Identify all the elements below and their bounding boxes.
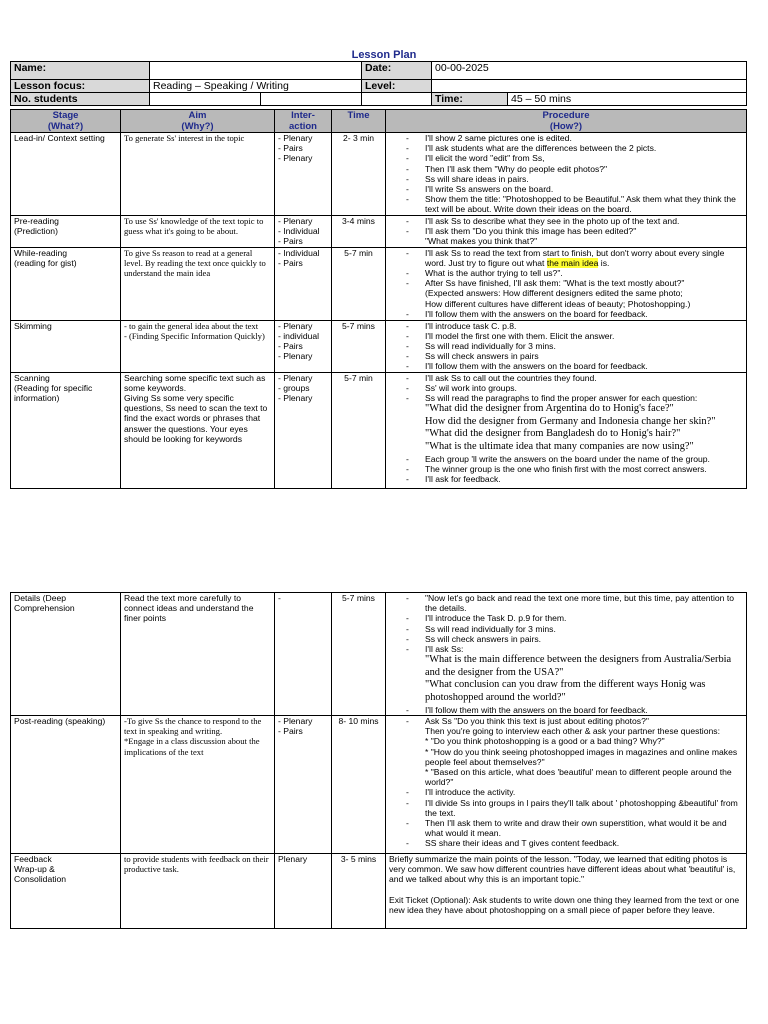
stage-cell: [11, 247, 121, 320]
procedure-step: - I'll ask Ss to describe what they see in the photo up of the text and.: [389, 216, 743, 226]
column-header-stage: [11, 110, 121, 133]
column-header-time: [332, 110, 386, 133]
procedure-step: - I'll ask Ss to call out the countries they found.: [389, 373, 743, 383]
procedure-step: - I'll follow them with the answers on the board for feedback.: [389, 361, 743, 371]
name-field[interactable]: [150, 62, 362, 80]
aim-cell: [121, 593, 275, 716]
interaction-item: - Plenary: [278, 216, 328, 226]
time-field[interactable]: 45 – 50 mins: [508, 93, 747, 106]
interaction-item: - Plenary: [278, 133, 328, 143]
aim-cell: [121, 247, 275, 320]
aim-cell: [121, 215, 275, 247]
procedure-step: - I'll ask Ss:: [389, 644, 743, 654]
plan-body-continued: [11, 593, 747, 929]
interaction-item: [278, 593, 328, 603]
procedure-step: - Ask Ss "Do you think this text is just about editing photos?": [389, 716, 743, 726]
procedure-step: [389, 248, 743, 268]
procedure-cell: [386, 854, 747, 929]
procedure-step: * "Based on this article, what does 'beautiful' mean to different people around the world?": [425, 767, 732, 788]
interaction-item: - Pairs: [278, 258, 328, 268]
procedure-step: - I'll show 2 same pictures one is edited.: [389, 133, 743, 143]
aim-text: *Engage in a class discussion about the implications of the text: [124, 736, 260, 757]
stage-text: Lead-in/ Context setting: [14, 133, 105, 143]
time-heading: Time: [347, 110, 370, 121]
table-row: [11, 854, 747, 929]
procedure-step: - Each group 'll write the answers on the board under the name of the group.: [389, 454, 743, 464]
time-cell: 5-7 mins: [332, 593, 386, 716]
aim-text: Giving Ss some very specific questions, Ss need to scan the text to find the exact words or phrases that answer the questions. Your eyes should be looking for keywords: [124, 393, 268, 444]
procedure-list: [389, 321, 743, 372]
question-text: How did the designer from Germany and Indonesia change her skin?": [425, 415, 716, 427]
procedure-step: - I'll follow them with the answers on the board for feedback.: [389, 705, 743, 715]
procedure-step: * "Do you think photoshopping is a good or a bad thing? Why?": [425, 736, 665, 747]
time-cell: 5-7 min: [332, 372, 386, 488]
aim-cell: [121, 372, 275, 488]
stage-cell: [11, 372, 121, 488]
interaction-item: - Plenary: [278, 393, 328, 403]
question-text: "What is the ultimate idea that many companies are now using?": [425, 441, 694, 453]
procedure-step: - SS share their ideas and T gives content feedback.: [389, 838, 743, 848]
page-title: Lesson Plan: [351, 49, 417, 61]
interaction-cell: [275, 215, 332, 247]
interaction-item: - Plenary: [278, 716, 328, 726]
interaction-list: [278, 593, 328, 603]
procedure-step: - I'll follow them with the answers on the board for feedback.: [389, 309, 743, 319]
lesson-focus-field[interactable]: Reading – Speaking / Writing: [150, 80, 362, 93]
interaction-cell: [275, 372, 332, 488]
time-cell: 5-7 min: [332, 247, 386, 320]
interaction-cell: [275, 247, 332, 320]
students-extra-field[interactable]: [261, 93, 362, 106]
procedure-step: - Ss' wil work into groups.: [389, 383, 743, 393]
interaction-item: - Plenary: [278, 321, 328, 331]
procedure-step: - I'll ask them "Do you think this image has been edited?": [389, 226, 743, 236]
question-text: "What did the designer from Bangladesh do to Honig's hair?": [425, 428, 681, 440]
interaction-cell: [275, 593, 332, 716]
lesson-plan-table: [10, 109, 747, 489]
question-text: "What conclusion can you draw from the different ways Honig was photoshopped around the world?": [425, 679, 706, 703]
stage-heading: Stage: [52, 110, 79, 121]
procedure-step: - Ss will read individually for 3 mins.: [389, 624, 743, 634]
header-table: [10, 61, 747, 106]
date-label: Date:: [362, 62, 432, 80]
table-row: [11, 247, 747, 320]
level-label: Level:: [362, 80, 432, 93]
time-cell: 3- 5 mins: [332, 854, 386, 929]
aim-cell: [121, 133, 275, 216]
interaction-list: [278, 248, 328, 268]
aim-cell: [121, 716, 275, 854]
column-header-interaction: [275, 110, 332, 133]
column-header-procedure: [386, 110, 747, 133]
highlighted-text: the main idea: [546, 257, 599, 268]
lesson-focus-label: Lesson focus:: [11, 80, 150, 93]
procedure-step: - Ss will share ideas in pairs.: [389, 174, 743, 184]
stage-cell: [11, 215, 121, 247]
procedure-step: * "How do you think seeing photoshopped images in magazines and online makes people feel about themselves?": [425, 746, 738, 767]
procedure-step: - I'll ask students what are the differences between the 2 picts.: [389, 143, 743, 153]
procedure-step: - Then I'll ask them "Why do people edit photos?": [389, 164, 743, 174]
interaction-list: [278, 216, 328, 247]
stage-text: Details (Deep Comprehension: [14, 593, 75, 614]
aim-subheading: (Why?): [181, 121, 214, 132]
procedure-step: Then you're going to interview each other & ask your partner these questions:: [425, 726, 720, 737]
aim-text: Read the text more carefully to connect ideas and understand the finer points: [124, 593, 254, 624]
table-row: [11, 133, 747, 216]
procedure-list: [389, 216, 743, 247]
procedure-text: I'll ask Ss to read the text from start to finish, but don't worry about every single word. Just try to figure out what: [425, 247, 725, 268]
stage-text: Scanning: [14, 372, 50, 383]
plan-body: [11, 133, 747, 489]
procedure-step: - I'll introduce the Task D. p.9 for them.: [389, 613, 743, 623]
level-field[interactable]: [432, 80, 747, 93]
stage-text: Pre-reading: [14, 215, 59, 226]
interaction-list: [278, 716, 328, 736]
lesson-plan-table-continued: [10, 592, 747, 929]
procedure-step: - I'll introduce the activity.: [389, 787, 743, 797]
procedure-cell: [386, 215, 747, 247]
interaction-cell: [275, 133, 332, 216]
stage-text: While-reading: [14, 247, 68, 258]
students-label: No. students: [11, 93, 150, 106]
stage-cell: [11, 133, 121, 216]
aim-cell: [121, 320, 275, 372]
procedure-cell: [386, 320, 747, 372]
procedure-step: "What makes you think that?": [425, 236, 538, 247]
interaction-subheading: action: [289, 121, 317, 132]
procedure-cell: [386, 247, 747, 320]
exit-ticket-paragraph: Exit Ticket (Optional): Ask students to write down one thing they learned from the text or one new idea they have about photoshopping on a small piece of paper before they leave.: [389, 894, 740, 915]
interaction-item: - groups: [278, 383, 328, 393]
stage-text: Post-reading (speaking): [14, 716, 106, 726]
procedure-step: - "Now let's go back and read the text one more time, but this time, pay attention to the details.: [389, 593, 743, 613]
interaction-item: - Plenary: [278, 351, 328, 361]
interaction-item: - Individual: [278, 226, 328, 236]
procedure-cell: [386, 716, 747, 854]
procedure-step: - Ss will check answers in pairs.: [389, 634, 743, 644]
procedure-list: [389, 373, 743, 485]
aim-text: To use Ss' knowledge of the text topic to guess what it's going to be about.: [124, 215, 264, 236]
paragraph-spacer: [389, 885, 743, 895]
interaction-cell: [275, 854, 332, 929]
stage-cell: [11, 593, 121, 716]
aim-text: To generate Ss' interest in the topic: [124, 133, 245, 143]
stage-text: (Reading for specific information): [14, 382, 93, 404]
procedure-list: [389, 593, 743, 715]
procedure-cell: [386, 133, 747, 216]
blank-cell: [362, 93, 432, 106]
stage-subheading: (What?): [47, 121, 84, 132]
stage-text: Wrap-up &: [14, 864, 55, 875]
time-cell: 2- 3 min: [332, 133, 386, 216]
stage-text: Skimming: [14, 320, 52, 331]
interaction-item: - individual: [278, 331, 328, 341]
procedure-step: - I'll elicit the word "edit" from Ss,: [389, 153, 743, 163]
question-text: "What is the main difference between the designers from Australia/Serbia and the designer from the USA?": [425, 654, 732, 678]
time-cell: 3-4 mins: [332, 215, 386, 247]
aim-text: -To give Ss the chance to respond to the text in speaking and writing.: [124, 716, 262, 737]
students-field[interactable]: [150, 93, 261, 106]
aim-heading: Aim: [188, 110, 207, 121]
table-row: [11, 593, 747, 716]
procedure-step: - I'll model the first one with them. Elicit the answer.: [389, 331, 743, 341]
procedure-step: How different cultures have different ideas of beauty; Photoshopping.): [425, 298, 691, 309]
column-header-aim: [121, 110, 275, 133]
aim-cell: [121, 854, 275, 929]
interaction-item: Plenary: [278, 854, 308, 864]
stage-text: (reading for gist): [14, 257, 77, 268]
aim-text: - (Finding Specific Information Quickly): [124, 330, 265, 341]
procedure-step: - The winner group is the one who finish first with the most correct answers.: [389, 464, 743, 474]
table-row: [11, 716, 747, 854]
interaction-list: [278, 321, 328, 362]
procedure-step: - Ss will read the paragraphs to find the proper answer for each question:: [389, 393, 743, 403]
procedure-step: - Show them the title: "Photoshopped to be Beautiful." Ask them what they think the text will be about. Write down their ideas on the board.: [389, 194, 743, 214]
procedure-subheading: (How?): [549, 121, 583, 132]
interaction-list: [278, 373, 328, 404]
interaction-item: - Pairs: [278, 236, 328, 246]
stage-cell: [11, 320, 121, 372]
interaction-item: - Pairs: [278, 726, 328, 736]
procedure-step: (Expected answers: How different designers edited the same photo;: [425, 288, 683, 299]
time-cell: 5-7 mins: [332, 320, 386, 372]
table-row: [11, 215, 747, 247]
table-row: [11, 372, 747, 488]
stage-text: (Prediction): [14, 225, 58, 236]
procedure-step: - Ss will read individually for 3 mins.: [389, 341, 743, 351]
stage-cell: [11, 854, 121, 929]
procedure-text: is.: [598, 257, 610, 268]
question-text: "What did the designer from Argentina do to Honig's face?": [425, 403, 674, 415]
stage-text: Consolidation: [14, 874, 67, 885]
procedure-list: [389, 248, 743, 319]
interaction-list: [278, 133, 328, 164]
interaction-item: - Pairs: [278, 143, 328, 153]
interaction-heading: Inter-: [291, 110, 315, 121]
interaction-item: - Plenary: [278, 153, 328, 163]
procedure-step: - I'll introduce task C. p.8.: [389, 321, 743, 331]
stage-cell: [11, 716, 121, 854]
interaction-item: - Individual: [278, 248, 328, 258]
procedure-step: - What is the author trying to tell us?".: [389, 268, 743, 278]
aim-text: - to gain the general idea about the text: [124, 320, 259, 331]
procedure-step: - I'll write Ss answers on the board.: [389, 184, 743, 194]
procedure-step: - Ss will check answers in pairs: [389, 351, 743, 361]
procedure-cell: [386, 372, 747, 488]
procedure-step: - After Ss have finished, I'll ask them: "What is the text mostly about?": [389, 278, 743, 288]
procedure-step: - Then I'll ask them to write and draw their own superstition, what would it be and what would it mean.: [389, 818, 743, 838]
time-label: Time:: [432, 93, 508, 106]
date-field[interactable]: 00-00-2025: [432, 62, 747, 80]
procedure-list: [389, 716, 743, 849]
procedure-step: - I'll divide Ss into groups in l pairs they'll talk about ' photoshopping &beautiful' from the text.: [389, 798, 743, 818]
aim-text: to provide students with feedback on their productive task.: [124, 854, 269, 875]
procedure-heading: Procedure: [542, 110, 590, 121]
interaction-cell: [275, 716, 332, 854]
summary-paragraph: Briefly summarize the main points of the lesson. "Today, we learned that editing photos is very common. We saw how different countries have different ideas about what 'beautiful' is, and we talked about why this is an important topic.": [389, 854, 736, 885]
aim-text: Searching some specific text such as some keywords.: [124, 372, 266, 393]
procedure-step: - I'll ask for feedback.: [389, 474, 743, 484]
interaction-item: - Plenary: [278, 373, 328, 383]
stage-text: Feedback: [14, 854, 52, 864]
interaction-cell: [275, 320, 332, 372]
aim-text: To give Ss reason to read at a general level. By reading the text once quickly to understand the main idea: [124, 247, 266, 279]
procedure-list: [389, 133, 743, 215]
name-label: Name:: [11, 62, 150, 80]
time-cell: 8- 10 mins: [332, 716, 386, 854]
procedure-cell: [386, 593, 747, 716]
interaction-item: - Pairs: [278, 341, 328, 351]
table-row: [11, 320, 747, 372]
